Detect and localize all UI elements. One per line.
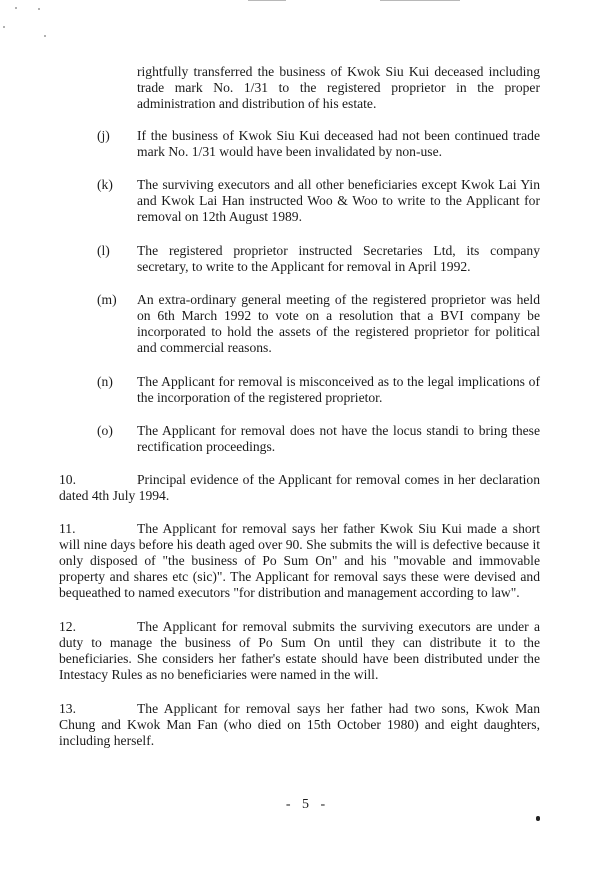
paragraph-text: The Applicant for removal says her father Kwok Siu Kui made a short will nine days before his death aged over 90. She submits the will is defective because it only disposed of "the business of Po Sum On" and his "movable and immovable property and shares etc (sic)". The Applicant for removal says these were devised and bequeathed to named executors "for distribution and management according to law". [59,521,540,600]
scan-artifact [380,0,460,1]
continuation-text: rightfully transferred the business of Kwok Siu Kui deceased including trade mark No. 1/31 to the registered proprietor in the proper administration and distribution of his estate. [137,64,540,111]
scan-dot [536,816,540,821]
paragraph-number: 13. [59,701,76,716]
continuation-paragraph [137,64,540,112]
item-label: (m) [97,292,117,307]
paragraph-10 [59,472,540,504]
paragraph-text: The Applicant for removal says her father had two sons, Kwok Man Chung and Kwok Man Fan (who died on 15th October 1980) and eight daughters, including herself. [59,701,540,748]
item-text: If the business of Kwok Siu Kui deceased had not been continued trade mark No. 1/31 would have been invalidated by non-use. [137,128,540,159]
paragraph-number: 12. [59,619,76,634]
item-text: An extra-ordinary general meeting of the registered proprietor was held on 6th March 1992 to vote on a resolution that a BVI company be incorporated to hold the assets of the registered proprietor for political and commercial reasons. [137,292,540,355]
scan-speck [15,7,17,9]
item-text: The surviving executors and all other beneficiaries except Kwok Lai Yin and Kwok Lai Han instructed Woo & Woo to write to the Applicant for removal on 12th August 1989. [137,177,540,224]
paragraph-12 [59,619,540,683]
paragraph-number: 11. [59,521,76,536]
item-label: (j) [97,128,110,143]
item-label: (l) [97,243,110,258]
scan-speck [38,8,40,10]
paragraph-13 [59,701,540,749]
item-text: The registered proprietor instructed Secretaries Ltd, its company secretary, to write to the Applicant for removal in April 1992. [137,243,540,274]
item-text: The Applicant for removal does not have the locus standi to bring these rectification proceedings. [137,423,540,454]
item-label: (k) [97,177,113,192]
scan-speck [44,35,46,37]
scan-speck [3,26,5,28]
item-label: (o) [97,423,113,438]
page-number: - 5 - [285,797,330,812]
paragraph-11 [59,521,540,601]
item-label: (n) [97,374,113,389]
scan-artifact [248,0,286,1]
paragraph-number: 10. [59,472,76,487]
paragraph-text: The Applicant for removal submits the surviving executors are under a duty to manage the business of Po Sum On until they can distribute it to the beneficiaries. She considers her father's estate should have been distributed under the Intestacy Rules as no beneficiaries were named in the will. [59,619,540,682]
item-text: The Applicant for removal is misconceived as to the legal implications of the incorporation of the registered proprietor. [137,374,540,405]
paragraph-text: Principal evidence of the Applicant for removal comes in her declaration dated 4th July 1994. [59,472,540,503]
